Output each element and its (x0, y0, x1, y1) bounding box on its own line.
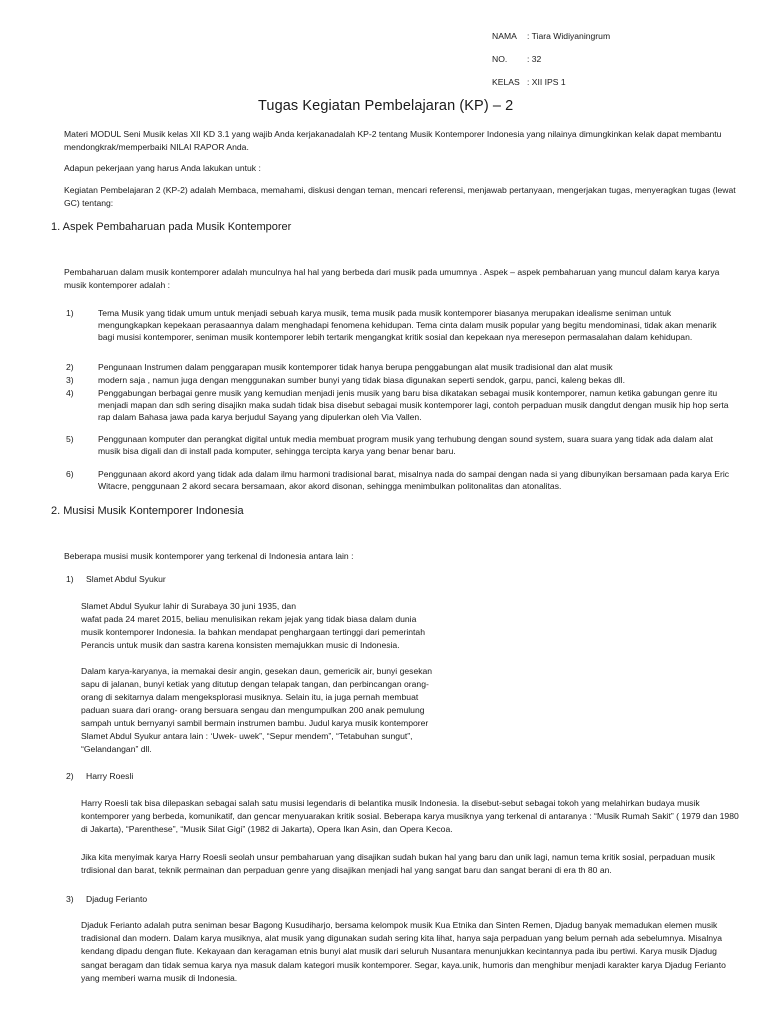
musician-name: Djadug Ferianto (86, 894, 148, 904)
section-2-lead: Beberapa musisi musik kontemporer yang terkenal di Indonesia antara lain : (64, 551, 354, 561)
text-line: Perancis untuk musik dan sastra karena konsisten memajukkan music di Indonesia. (81, 640, 400, 650)
musician-name: Slamet Abdul Syukur (86, 574, 166, 584)
section-1-heading: 1. Aspek Pembaharuan pada Musik Kontemporer (51, 221, 292, 233)
list-item-number: 6) (66, 469, 74, 479)
text-line: Slamet Abdul Syukur lahir di Surabaya 30 juni 1935, dan (81, 601, 296, 611)
no-label: NO. (492, 54, 508, 64)
kelas-label: KELAS (492, 77, 520, 87)
text-line: orang di sekitarnya dalam mengeksplorasi musiknya. Selain itu, ia juga pernah membuat (81, 692, 419, 702)
list-item-number: 5) (66, 434, 74, 444)
section-1-lead: Pembaharuan dalam musik kontemporer adalah munculnya hal hal yang berbeda dari musik pada umumnya . Aspek – aspek pembaharuan yang muncul dalam karya karya musik kontemporer adalah : (64, 267, 720, 290)
musician-3-paragraph: Djaduk Ferianto adalah putra seniman besar Bagong Kusudiharjo, bersama kelompok musik Kua Etnika dan Sinten Remen, Djadug banyak memadukan elemen musik tradisional dan modern. Dalam karya musiknya, alat musik yang digunakan sudah sering kita lihat, hanya saja perpaduan yang belum pernah ada sebelumnya. Misalnya kendang dipadu dengan flute. Kekayaan dan keragaman etnis bunyi alat musik dari seluruh Nusantara menunjukkan kecintannya pada ibu pertiwi. Karya musik Djadug sangat beragam dan tidak semua karya nya masuk dalam kategori musik kontemporer. Segar, kaya.unik, humoris dan menghibur menjadi karakter karya Djadug Ferianto yang memberi warna musik di Indonesia. (81, 920, 726, 983)
list-item-number: 1) (66, 308, 74, 318)
text-line: wafat pada 24 maret 2015, beliau menulisikan rekam jejak yang tidak biasa dalam dunia (81, 614, 417, 624)
text-line: sapu di jalanan, bunyi ketiak yang ditutup dengan telapak tangan, dan perbincangan orang- (81, 679, 429, 689)
text-line: sampah untuk bernyanyi sambil bermain instrumen bambu. Judul karya musik kontemporer (81, 718, 429, 728)
text-line: Slamet Abdul Syukur antara lain : ‘Uwek- uwek”, “Sepur mendem”, “Tetabuhan sungut”, (81, 731, 413, 741)
text-line: Dalam karya-karyanya, ia memakai desir angin, gesekan daun, gemericik air, bunyi gesekan (81, 666, 433, 676)
musician-2-paragraph-1: Harry Roesli tak bisa dilepaskan sebagai salah satu musisi legendaris di belantika musik Indonesia. Ia disebut-sebut sebagai tokoh yang melahirkan budaya musik kontemporer yang berbeda, komunikatif, dan gencar menyuarakan kritik sosial. Beberapa karya musiknya yang terkenal di antaranya : “Musik Rumah Sakit” ( 1979 dan 1980 di Jakarta), “Parenthese”, “Musik Silat Gigi” (1982 di Jakarta), Opera Ikan Asin, dan Opera Kecoa. (81, 798, 739, 835)
musician-number: 3) (66, 894, 74, 904)
page-title: Tugas Kegiatan Pembelajaran (KP) – 2 (258, 98, 514, 114)
section-2-heading: 2. Musisi Musik Kontemporer Indonesia (51, 505, 244, 517)
list-item: Pengunaan Instrumen dalam penggarapan musik kontemporer tidak hanya berupa penggabungan alat musik tradisional dan alat musik (98, 362, 613, 372)
list-item: Tema Musik yang tidak umum untuk menjadi sebuah karya musik, tema musik pada musik kontemporer biasanya merupakan idealisme seniman untuk mengungkapkan kepekaan perasaannya dalam menghadapi fenomena kehidupan. Tema cinta dalam musik popular yang begitu mendominasi, tidak akan menarik bagi musisi kontemporer, seniman musik kontemporer lebih tertarik mengangkat kritik sosial dan kepekaan nya meresepon permasalahan dalam kehidupan. (98, 308, 717, 342)
musician-name: Harry Roesli (86, 771, 134, 781)
intro-paragraph-3: Kegiatan Pembelajaran 2 (KP-2) adalah Membaca, memahami, diskusi dengan teman, mencari referensi, menjawab pertanyaan, mengerjakan tugas, menyeragkan tugas (lewat GC) tentang: (64, 185, 736, 208)
no-value: : 32 (527, 54, 542, 64)
musician-2-paragraph-2: Jika kita menyimak karya Harry Roesli seolah unsur pembaharuan yang disajikan sudah bukan hal yang baru dan unik lagi, namun tema kritik sosial, perpaduan musik trdisional dan barat, teknik permainan dan perpaduan genre yang disajikan menjadi hal yang sangat baru dan sangat berani di era th 80 an. (81, 852, 715, 876)
nama-value: : Tiara Widiyaningrum (527, 31, 611, 41)
list-item: modern saja , namun juga dengan menggunakan sumber bunyi yang tidak biasa digunakan seperti sendok, garpu, panci, kaleng bekas dll. (98, 375, 625, 385)
list-item-number: 3) (66, 375, 74, 385)
kelas-value: : XII IPS 1 (527, 77, 566, 87)
list-item: Penggunaan komputer dan perangkat digital untuk media membuat program musik yang terhubung dengan sound system, suara suara yang tidak ada dalam alat musik bisa digali dan di install pada komputer, sehingga tercipta karya yang benar benar baru. (98, 434, 713, 456)
text-line: “Gelandangan” dll. (81, 744, 152, 754)
text-line: paduan suara dari orang- orang bersuara sengau dan mengumpulkan 200 anak pemulung (81, 705, 425, 715)
musician-number: 2) (66, 771, 74, 781)
musician-number: 1) (66, 574, 74, 584)
nama-label: NAMA (492, 31, 517, 41)
intro-paragraph-2: Adapun pekerjaan yang harus Anda lakukan untuk : (64, 163, 261, 173)
list-item: Penggabungan berbagai genre musik yang kemudian menjadi jenis musik yang baru bisa dikatakan sebagai musik kontemporer, namun ketika gabungan genre itu menjadi mapan dan sdh sering disajikn maka sudah tidak bisa disebut sebagai musik kontemporer lagi, contoh perpaduan musik dangdut dengan musik hip hop serta rap dalam Bahasa jawa pada karya berjudul Sayang yang dipulerkan oleh Via Vallen. (98, 388, 729, 422)
list-item-number: 2) (66, 362, 74, 372)
intro-paragraph-1: Materi MODUL Seni Musik kelas XII KD 3.1 yang wajib Anda kerjakanadalah KP-2 tentang Musik Kontemporer Indonesia yang nilainya dimungkinkan kelak dapat membantu mendongkrak/memperbaiki NILAI RAPOR Anda. (64, 129, 722, 152)
list-item: Penggunaan akord akord yang tidak ada dalam ilmu harmoni tradisional barat, misalnya nada do sampai dengan nada si yang dibunyikan bersamaan pada karya Eric Witacre, penggunaan 2 akord secara bersamaan, akor akord disonan, sehingga menimbulkan politonalitas dan atonalitas. (98, 469, 730, 491)
text-line: musik kontemporer Indonesia. Ia bahkan mendapat penghargaan tertinggi dari pemerintah (81, 627, 425, 637)
list-item-number: 4) (66, 388, 74, 398)
